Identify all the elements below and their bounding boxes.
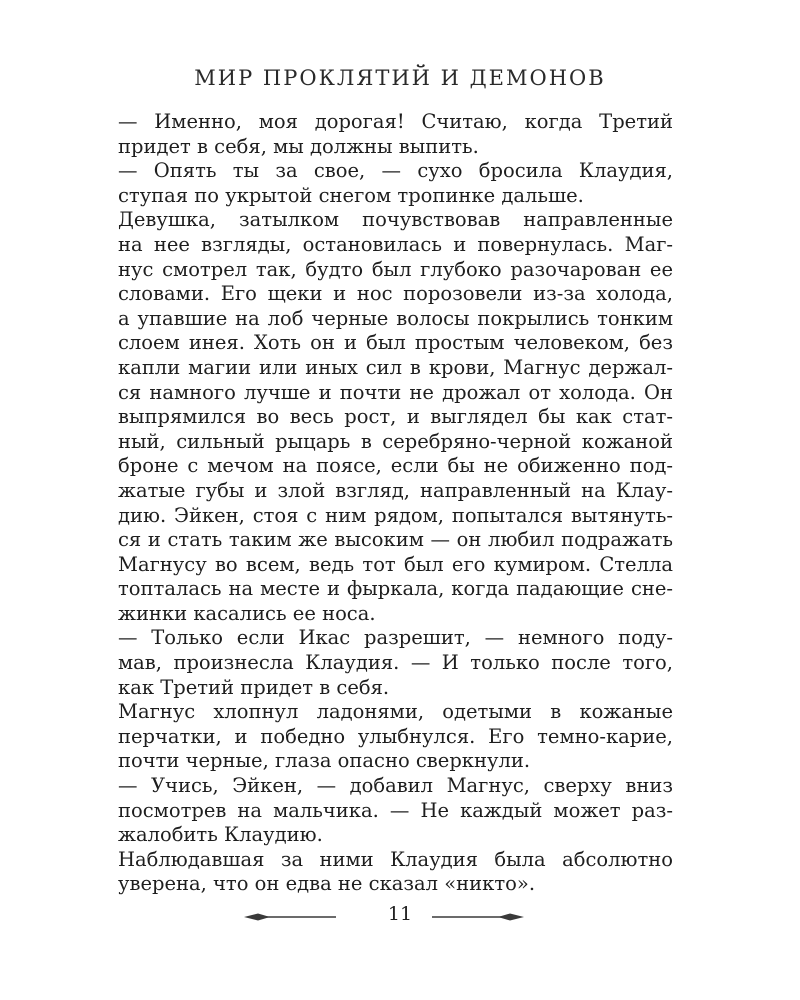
paragraph-first-line: Наблюдавшая за ними Клаудия была абсолютно	[118, 847, 673, 871]
text-line: как Третий придет в себя.	[118, 675, 390, 699]
text-line: уверена, что он едва не сказал «никто».	[118, 872, 536, 896]
text-line: перчатки, и победно улыбнулся. Его темно-карие,	[118, 724, 673, 748]
body-text	[118, 110, 673, 897]
text-line: ся и стать таким же высоким — он любил подражать	[118, 528, 673, 552]
running-title: МИР ПРОКЛЯТИЙ И ДЕМОНОВ	[194, 66, 606, 90]
text-line: ступая по укрытой снегом тропинке дальше.	[118, 183, 584, 207]
text-line: жатые губы и злой взгляд, направленный на Клау-	[118, 478, 673, 502]
text-line: ся намного лучше и почти не дрожал от холода. Он	[118, 380, 673, 404]
text-line: мав, произнесла Клаудия. — И только после того,	[118, 651, 673, 675]
text-line: Магнусу во всем, ведь тот был его кумиром. Стелла	[118, 552, 673, 576]
text-line: словами. Его щеки и нос порозовели из-за холода,	[118, 282, 673, 306]
text-line: посмотрев на мальчика. — Не каждый может раз-	[118, 798, 673, 822]
text-line: жинки касались ее носа.	[118, 601, 376, 625]
text-line: броне с мечом на поясе, если бы не обиженно под-	[118, 454, 673, 478]
text-line: нус смотрел так, будто был глубоко разочарован ее	[118, 257, 673, 281]
paragraph-first-line: — Учись, Эйкен, — добавил Магнус, сверху вниз	[118, 774, 673, 798]
text-line: дию. Эйкен, стоя с ним рядом, попытался вытянуть-	[118, 503, 673, 527]
text-line: а упавшие на лоб черные волосы покрылись тонким	[118, 306, 673, 330]
text-line: почти черные, глаза опасно сверкнули.	[118, 749, 531, 773]
text-line: на нее взгляды, остановилась и повернулась. Маг-	[118, 232, 673, 256]
text-line: придет в себя, мы должны выпить.	[118, 134, 479, 158]
text-line: топталась на месте и фыркала, когда падающие сне-	[118, 577, 673, 601]
paragraph-first-line: Магнус хлопнул ладонями, одетыми в кожаные	[118, 700, 673, 724]
paragraph-first-line: Девушка, затылком почувствовав направленные	[118, 208, 673, 232]
paragraph-first-line: — Опять ты за свое, — сухо бросила Клаудия,	[118, 159, 673, 183]
text-line: ный, сильный рыцарь в серебряно-черной кожаной	[118, 429, 673, 453]
page-number: 11	[387, 903, 413, 925]
text-line: слоем инея. Хоть он и был простым человеком, без	[118, 331, 673, 355]
text-line: жалобить Клаудию.	[118, 823, 323, 847]
page-footer	[0, 903, 800, 931]
paragraph-first-line: — Именно, моя дорогая! Считаю, когда Третий	[118, 110, 673, 133]
text-line: капли магии или иных сил в крови, Магнус держал-	[118, 355, 673, 379]
text-line: выпрямился во весь рост, и выглядел бы как стат-	[118, 405, 673, 429]
paragraph-first-line: — Только если Икас разрешит, — немного поду-	[118, 626, 673, 650]
